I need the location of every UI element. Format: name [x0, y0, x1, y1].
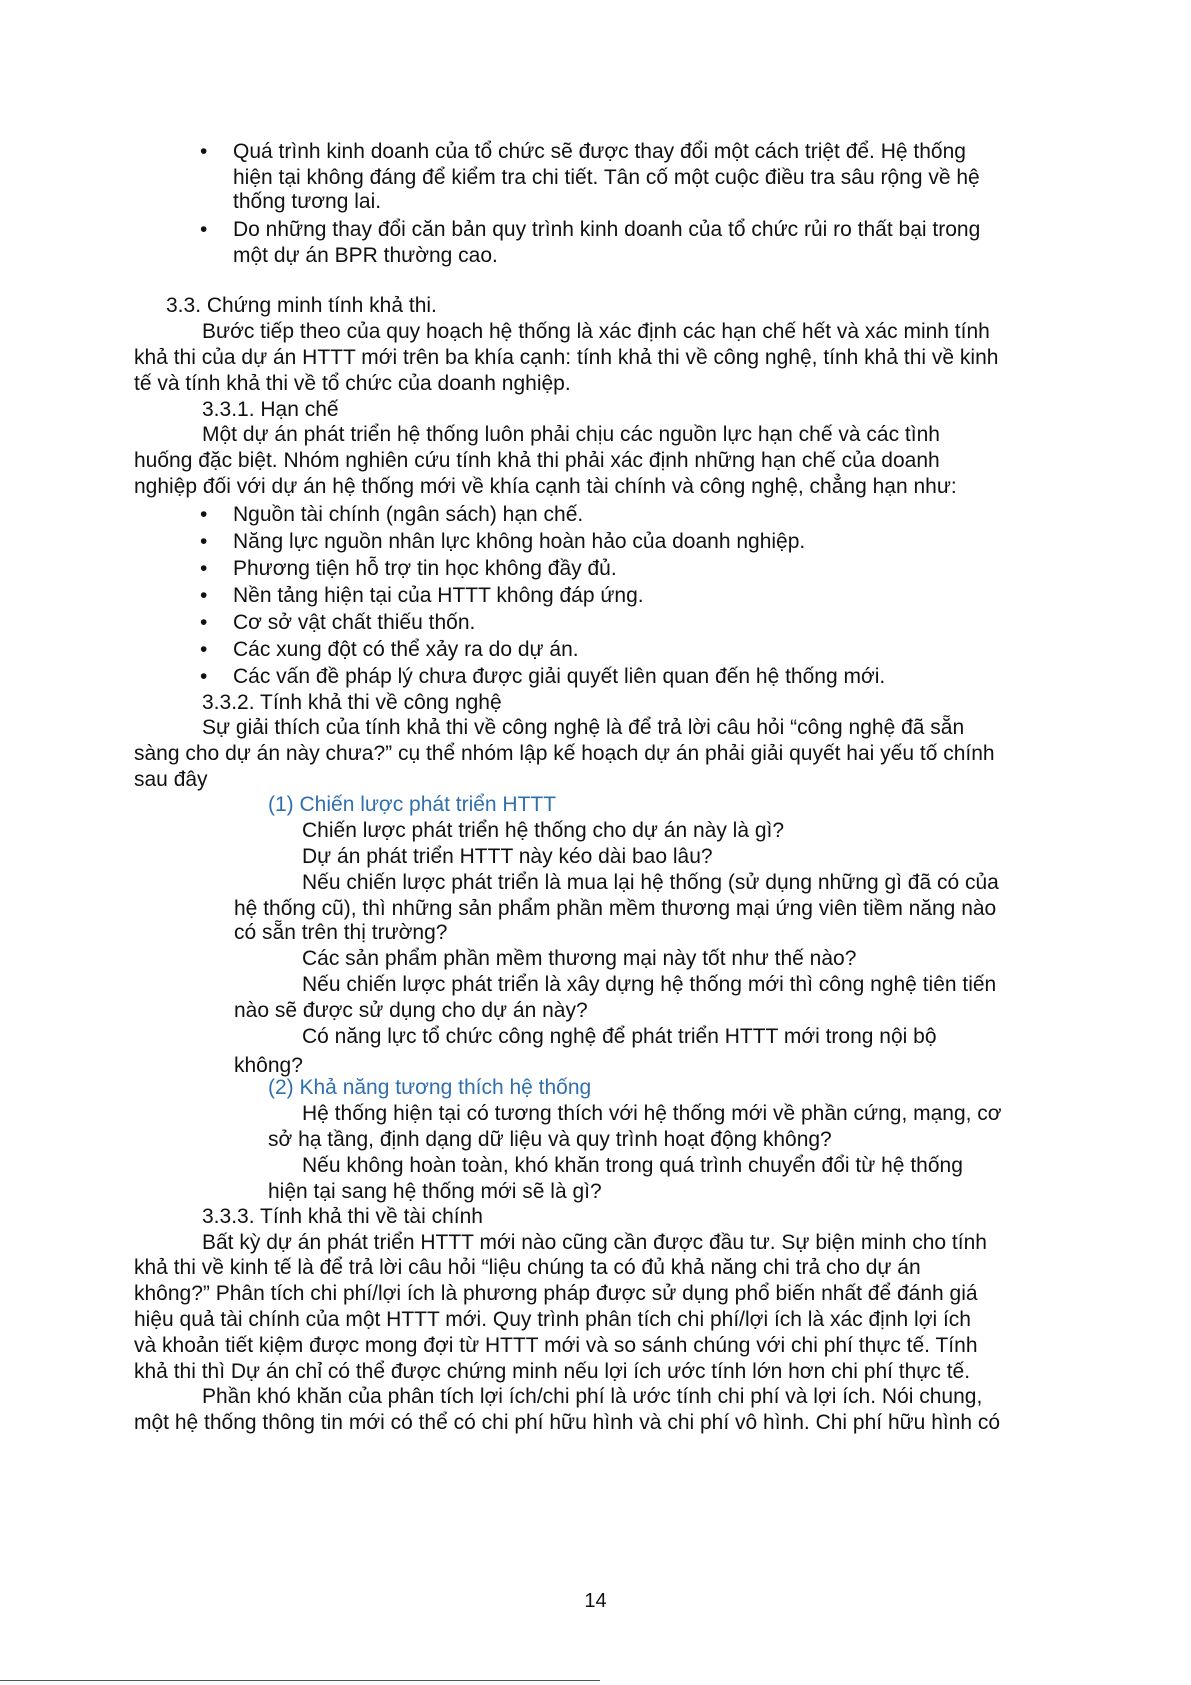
bullet-line: một dự án BPR thường cao. [233, 244, 498, 267]
paragraph-line: Bước tiếp theo của quy hoạch hệ thống là xác định các hạn chế hết và xác minh tính [202, 320, 990, 343]
question-line: nào sẽ được sử dụng cho dự án này? [234, 999, 588, 1022]
paragraph-line: sau đây [134, 768, 208, 791]
bullet-line: Quá trình kinh doanh của tổ chức sẽ được thay đổi một cách triệt để. Hệ thống [233, 140, 966, 163]
bullet-dot: • [200, 557, 208, 580]
bullet-dot: • [200, 638, 208, 661]
bullet-line: Các vấn đề pháp lý chưa được giải quyết liên quan đến hệ thống mới. [233, 665, 886, 688]
paragraph-line: hiệu quả tài chính của một HTTT mới. Quy trình phân tích chi phí/lợi ích là xác định lợi ích [134, 1308, 971, 1331]
subsection-heading: 3.3.3. Tính khả thi về tài chính [202, 1205, 483, 1228]
question-line: Nếu không hoàn toàn, khó khăn trong quá trình chuyển đổi từ hệ thống [302, 1154, 963, 1177]
bullet-line: thống tương lai. [233, 190, 382, 213]
question-line: Nếu chiến lược phát triển là xây dựng hệ thống mới thì công nghệ tiên tiến [302, 973, 997, 996]
paragraph-line: huống đặc biệt. Nhóm nghiên cứu tính khả thi phải xác định những hạn chế của doanh [134, 449, 940, 472]
bullet-line: Nguồn tài chính (ngân sách) hạn chế. [233, 503, 584, 526]
bullet-dot: • [200, 665, 208, 688]
bullet-line: Năng lực nguồn nhân lực không hoàn hảo của doanh nghiệp. [233, 530, 806, 553]
paragraph-line: khả thi về kinh tế là để trả lời câu hỏi “liệu chúng ta có đủ khả năng chi trả cho dự án [134, 1256, 921, 1279]
bullet-line: Cơ sở vật chất thiếu thốn. [233, 611, 476, 634]
question-line: Hệ thống hiện tại có tương thích với hệ thống mới về phần cứng, mạng, cơ [302, 1102, 1002, 1125]
bullet-dot: • [200, 611, 208, 634]
paragraph-line: Bất kỳ dự án phát triển HTTT mới nào cũng cần được đầu tư. Sự biện minh cho tính [202, 1231, 987, 1254]
bullet-dot: • [200, 584, 208, 607]
question-line: Chiến lược phát triển hệ thống cho dự án này là gì? [302, 819, 785, 842]
paragraph-line: nghiệp đối với dự án hệ thống mới về khía cạnh tài chính và công nghệ, chẳng hạn như: [134, 475, 957, 498]
question-line: có sẵn trên thị trường? [234, 921, 448, 944]
paragraph-line: sàng cho dự án này chưa?” cụ thể nhóm lập kế hoạch dự án phải giải quyết hai yếu tố chính [134, 742, 995, 765]
paragraph-line: tế và tính khả thi về tổ chức của doanh nghiệp. [134, 372, 571, 395]
bullet-line: Nền tảng hiện tại của HTTT không đáp ứng. [233, 584, 644, 607]
question-line: Có năng lực tổ chức công nghệ để phát triển HTTT mới trong nội bộ [302, 1025, 937, 1048]
compatibility-subheading: (2) Khả năng tương thích hệ thống [268, 1076, 592, 1099]
paragraph-line: khả thi của dự án HTTT mới trên ba khía cạnh: tính khả thi về công nghệ, tính khả thi về kinh [134, 346, 999, 369]
section-heading: 3.3. Chứng minh tính khả thi. [166, 294, 437, 317]
bullet-line: Các xung đột có thể xảy ra do dự án. [233, 638, 579, 661]
paragraph-line: Một dự án phát triển hệ thống luôn phải chịu các nguồn lực hạn chế và các tình [202, 423, 940, 446]
paragraph-line: và khoản tiết kiệm được mong đợi từ HTTT mới và so sánh chúng với chi phí thực tế. Tính [134, 1334, 978, 1357]
question-line: sở hạ tầng, định dạng dữ liệu và quy trình hoạt động không? [268, 1128, 832, 1151]
paragraph-line: không?” Phân tích chi phí/lợi ích là phương pháp được sử dụng phổ biến nhất để đánh giá [134, 1282, 978, 1305]
bullet-dot: • [200, 218, 208, 241]
strategy-subheading: (1) Chiến lược phát triển HTTT [268, 793, 557, 816]
bullet-line: Phương tiện hỗ trợ tin học không đầy đủ. [233, 557, 617, 580]
question-line: Nếu chiến lược phát triển là mua lại hệ thống (sử dụng những gì đã có của [302, 871, 999, 894]
question-line: không? [234, 1054, 303, 1077]
subsection-heading: 3.3.1. Hạn chế [202, 398, 339, 421]
paragraph-line: một hệ thống thông tin mới có thể có chi phí hữu hình và chi phí vô hình. Chi phí hữu hình có [134, 1411, 1001, 1434]
footer-divider [0, 1680, 600, 1681]
bullet-line: hiện tại không đáng để kiểm tra chi tiết. Tân cố một cuộc điều tra sâu rộng về hệ [233, 166, 980, 189]
question-line: Dự án phát triển HTTT này kéo dài bao lâu? [302, 845, 713, 868]
bullet-dot: • [200, 503, 208, 526]
page-number: 14 [584, 1590, 607, 1612]
bullet-dot: • [200, 530, 208, 553]
bullet-dot: • [200, 140, 208, 163]
paragraph-line: khả thi thì Dự án chỉ có thể được chứng minh nếu lợi ích ước tính lớn hơn chi phí thực tế. [134, 1360, 971, 1383]
paragraph-line: Phần khó khăn của phân tích lợi ích/chi phí là ước tính chi phí và lợi ích. Nói chung, [202, 1385, 983, 1408]
question-line: hệ thống cũ), thì những sản phẩm phần mềm thương mại ứng viên tiềm năng nào [234, 897, 997, 920]
bullet-line: Do những thay đổi căn bản quy trình kinh doanh của tổ chức rủi ro thất bại trong [233, 218, 981, 241]
question-line: hiện tại sang hệ thống mới sẽ là gì? [268, 1180, 602, 1203]
question-line: Các sản phẩm phần mềm thương mại này tốt như thế nào? [302, 947, 857, 970]
subsection-heading: 3.3.2. Tính khả thi về công nghệ [202, 691, 502, 714]
paragraph-line: Sự giải thích của tính khả thi về công nghệ là để trả lời câu hỏi “công nghệ đã sẵn [202, 716, 965, 739]
